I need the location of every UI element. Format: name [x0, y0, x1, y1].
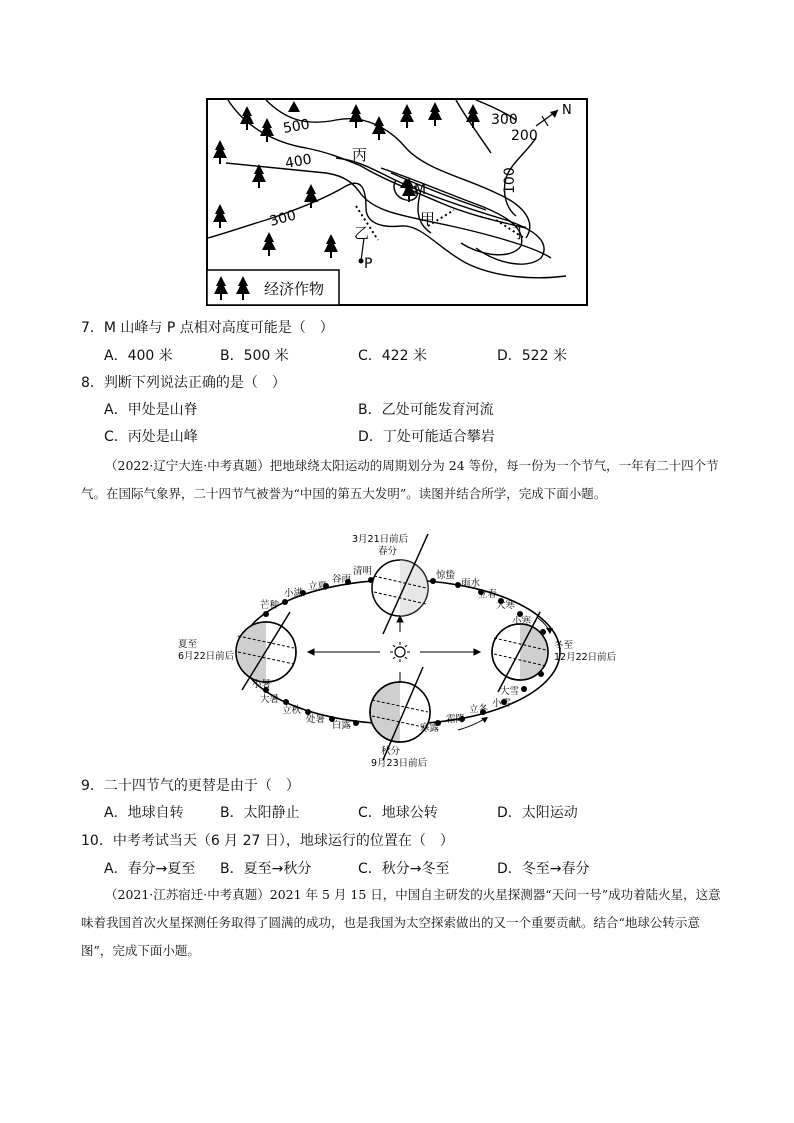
intro-2-text: 2021 年 5 月 15 日，中国自主研发的火星探测器“天问一号”成功着陆火星，这意味着我国首次火星探测任务取得了圆满的成功，也是我国为太空探索做出的又一个重要贡献。结合“地球公转示意图”，完成下面小题。: [81, 887, 721, 958]
autumn-date: 9月23日前后: [371, 758, 428, 769]
intro-paragraph-2: [81, 881, 721, 965]
summer-label: 夏至: [178, 639, 198, 650]
label-ding: 丁: [512, 224, 528, 242]
term-chushu: 处暑: [306, 714, 326, 725]
q8-option-d[interactable]: D．丁处可能适合攀岩: [358, 429, 495, 445]
intro-2-source: （2021·江苏宿迁·中考真题）: [105, 887, 270, 902]
legend-box: [207, 270, 339, 305]
q10-option-a[interactable]: A．春分→夏至: [104, 861, 196, 877]
term-dashu: 大暑: [260, 694, 280, 705]
term-daxue: 大雪: [500, 686, 520, 697]
contour-label-300-left: 300: [267, 207, 298, 230]
sun-arrows: [308, 616, 480, 688]
term-lidong: 立冬: [469, 704, 489, 715]
contour-map: [206, 98, 588, 306]
term-xiaoxue: 小雪: [492, 698, 512, 709]
q8-option-c[interactable]: C．丙处是山峰: [104, 429, 198, 445]
contour-label-200: 200: [511, 128, 538, 144]
q10-option-b[interactable]: B．夏至→秋分: [220, 861, 312, 877]
q7-option-c[interactable]: C．422 米: [358, 348, 427, 364]
autumn-label: 秋分: [381, 746, 401, 757]
term-qingming: 清明: [353, 566, 373, 577]
term-jingzhe: 惊蛰: [436, 570, 456, 581]
label-jia: 甲: [420, 210, 436, 228]
q9-option-c[interactable]: C．地球公转: [358, 805, 438, 821]
intro-1-source: （2022·辽宁大连·中考真题）: [105, 458, 270, 473]
winter-label: 冬至: [554, 640, 574, 651]
label-yi: 乙: [354, 224, 370, 242]
term-liqiu: 立秋: [282, 705, 302, 716]
sun-icon: [390, 642, 410, 662]
question-10-stem: 10．中考考试当天（6 月 27 日），地球运行的位置在（ ）: [81, 833, 454, 849]
legend-label: 经济作物: [264, 280, 325, 298]
question-8-stem: 8．判断下列说法正确的是（ ）: [81, 375, 286, 391]
intro-1-text: 把地球绕太阳运动的周期划分为 24 等份，每一份为一个节气，一年有二十四个节气。在国际气象界，二十四节气被誉为“中国的第五大发明”。读图并结合所学，完成下面小题。: [81, 458, 719, 501]
contour-label-300-top: 300: [491, 112, 518, 128]
term-xiaohan: 小寒: [512, 616, 532, 627]
label-bing: 丙: [352, 146, 368, 164]
q9-option-d[interactable]: D．太阳运动: [497, 805, 578, 821]
contour-label-100: 100: [502, 167, 518, 194]
earth-orbit-diagram: [178, 532, 618, 770]
north-label: N: [562, 103, 572, 118]
q7-option-a[interactable]: A．400 米: [104, 348, 173, 364]
term-guyu: 谷雨: [332, 574, 352, 585]
label-m: M: [414, 182, 427, 198]
contour-label-500: 500: [281, 116, 312, 137]
q8-option-b[interactable]: B．乙处可能发育河流: [358, 402, 494, 418]
q10-option-d[interactable]: D．冬至→春分: [497, 861, 590, 877]
label-p: P: [364, 256, 373, 272]
spring-label: 春分: [378, 546, 398, 557]
question-9-stem: 9．二十四节气的更替是由于（ ）: [81, 778, 300, 794]
term-xiaoman: 小满: [284, 588, 304, 599]
term-bailu: 白露: [332, 720, 352, 731]
spring-date: 3月21日前后: [352, 534, 409, 545]
term-lichun: 立春: [478, 589, 498, 600]
term-yushui: 雨水: [461, 578, 481, 589]
q7-option-d[interactable]: D．522 米: [497, 348, 567, 364]
intro-paragraph-1: [81, 452, 721, 508]
q7-option-b[interactable]: B．500 米: [220, 348, 289, 364]
term-dahan: 大寒: [496, 600, 516, 611]
q8-option-a[interactable]: A．甲处是山脊: [104, 402, 198, 418]
summer-date: 6月22日前后: [178, 651, 235, 662]
term-hanlu: 寒露: [420, 723, 440, 734]
question-7-stem: 7．M 山峰与 P 点相对高度可能是（ ）: [81, 320, 334, 336]
term-lixia: 立夏: [308, 581, 328, 592]
q9-option-b[interactable]: B．太阳静止: [220, 805, 300, 821]
term-shuangjiang: 霜降: [446, 714, 466, 725]
winter-date: 12月22日前后: [554, 652, 617, 663]
term-mangzhong: 芒种: [260, 600, 280, 611]
q9-option-a[interactable]: A．地球自转: [104, 805, 184, 821]
term-xiaoshu: 小暑: [252, 679, 272, 690]
q10-option-c[interactable]: C．秋分→冬至: [358, 861, 450, 877]
contour-label-400: 400: [283, 151, 314, 172]
